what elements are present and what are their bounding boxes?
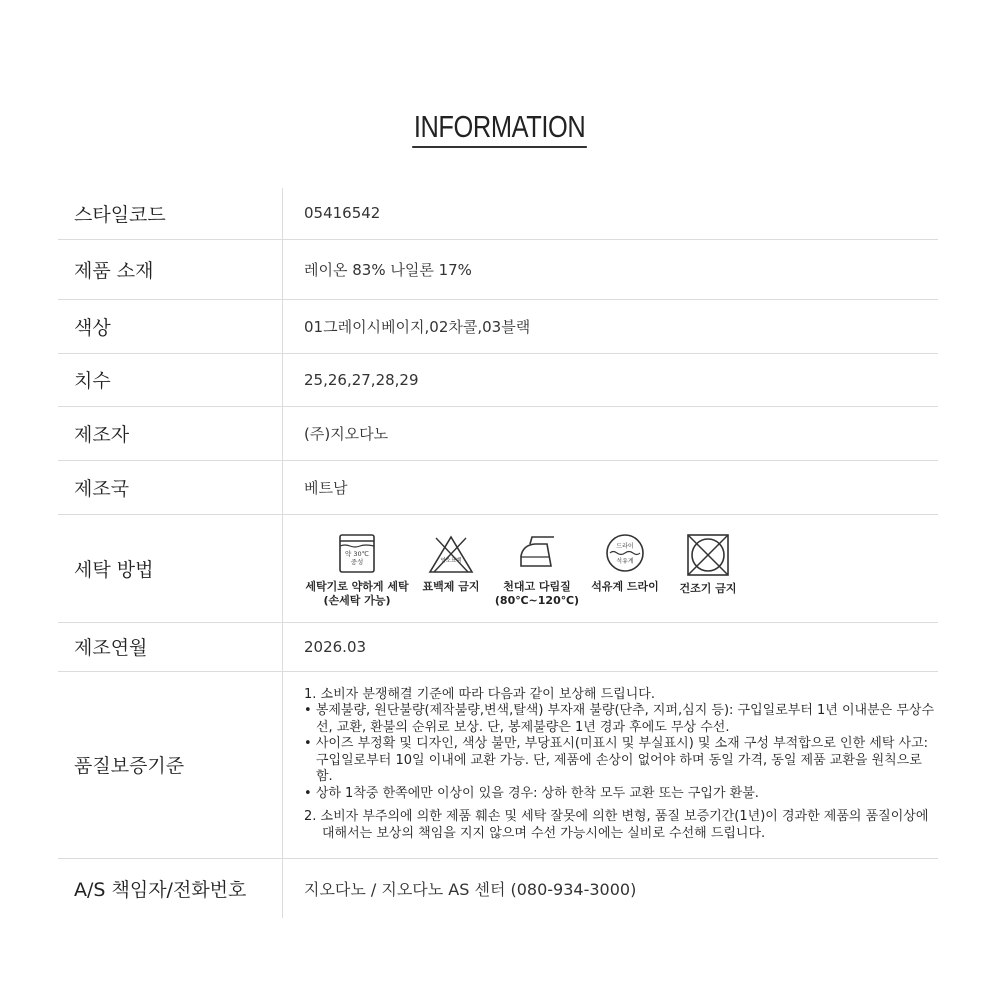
size-value: 25,26,27,28,29 xyxy=(283,353,939,406)
washing-label: 세탁 방법 xyxy=(58,514,283,622)
row-size xyxy=(58,353,938,406)
no-bleach-icon xyxy=(426,532,476,576)
dry-clean-icon xyxy=(602,532,648,576)
maker-value: (주)지오다노 xyxy=(283,406,939,460)
row-style-code xyxy=(58,188,938,239)
no-bleach-caption-line1: 표백제 금지 xyxy=(422,580,480,593)
hand-wash-temp-text: 약 30℃ xyxy=(345,550,369,558)
dry-clean-inner-bottom: 석유계 xyxy=(616,558,634,565)
care-item-hand-wash xyxy=(304,532,410,608)
quality-bullet-2: • 사이즈 부정확 및 디자인, 색상 불만, 부당표시(미표시 및 부실표시) 및 소재 구성 부적합으로 인한 세탁 사고: 구입일로부터 10일 이내에 교환 가능. 단, 제품에 손상이 없어야 하며 동일 가격, 동일 제품 교환을 원칙으로 함. xyxy=(304,736,929,785)
as-value: 지오다노 / 지오다노 AS 센터 (080-934-3000) xyxy=(283,858,939,918)
dry-clean-inner-top: 드라이 xyxy=(616,543,634,550)
care-item-dry-clean xyxy=(582,532,668,594)
row-color xyxy=(58,299,938,353)
iron-icon xyxy=(513,532,561,576)
row-country xyxy=(58,460,938,514)
no-tumble-dry-caption-line1: 건조기 금지 xyxy=(679,582,737,595)
row-maker xyxy=(58,406,938,460)
quality-item-2: 2. 소비자 부주의에 의한 제품 훼손 및 세탁 잘못에 의한 변형, 품질 보증기간(1년)이 경과한 제품의 품질이상에 대해서는 보상의 책임을 지지 않으며 수선 가능시에는 실비로 수선해 드립니다. xyxy=(304,809,929,841)
care-item-iron xyxy=(492,532,582,608)
iron-caption xyxy=(495,580,579,608)
hand-wash-icon xyxy=(335,532,379,576)
color-label: 색상 xyxy=(58,299,283,353)
iron-caption-line2: (80℃~120℃) xyxy=(494,594,580,607)
no-tumble-dry-icon xyxy=(685,532,731,578)
quality-bullet-3-text: 상하 1착중 한쪽에만 이상이 있을 경우: 상하 한착 모두 교환 또는 구입가 환불. xyxy=(315,785,759,801)
row-date xyxy=(58,622,938,671)
color-value: 01그레이시베이지,02차콜,03블랙 xyxy=(283,299,939,353)
row-quality xyxy=(58,671,938,858)
no-tumble-dry-caption xyxy=(680,582,737,596)
care-item-no-tumble-dry xyxy=(668,532,748,596)
quality-bullet-1: • 봉제불량, 원단불량(제작불량,변색,탈색) 부자재 불량(단추, 지퍼,심지 등): 구입일로부터 1년 이내분은 무상수선, 교환, 환불의 순위로 보상. 단, 봉제불량은 1년 경과 후에도 무상 수선. xyxy=(304,703,935,735)
material-label: 제품 소재 xyxy=(58,239,283,299)
maker-label: 제조자 xyxy=(58,406,283,460)
quality-label: 품질보증기준 xyxy=(58,671,283,858)
quality-text xyxy=(304,687,938,843)
row-as xyxy=(58,858,938,918)
date-value: 2026.03 xyxy=(283,622,939,671)
dry-clean-caption xyxy=(591,580,659,594)
material-value: 레이온 83% 나일론 17% xyxy=(283,239,939,299)
iron-caption-line1: 천대고 다림질 xyxy=(503,580,571,593)
country-value: 베트남 xyxy=(283,460,939,514)
style-code-label: 스타일코드 xyxy=(58,188,283,239)
info-table xyxy=(58,188,938,918)
date-label: 제조연월 xyxy=(58,622,283,671)
hand-wash-neutral-text: 중성 xyxy=(350,558,364,566)
size-label: 치수 xyxy=(58,353,283,406)
country-label: 제조국 xyxy=(58,460,283,514)
as-label: A/S 책임자/전화번호 xyxy=(74,878,247,901)
quality-bullet-2-text: 사이즈 부정확 및 디자인, 색상 불만, 부당표시(미표시 및 부실표시) 및 소재 구성 부적합으로 인한 세탁 사고: 구입일로부터 10일 이내에 교환 가능. 단, 제품에 손상이 없어야 하며 동일 가격, 동일 제품 교환을 원칙으로 함. xyxy=(315,736,929,785)
quality-value xyxy=(283,671,939,858)
hand-wash-caption-line2: (손세탁 가능) xyxy=(323,594,391,607)
no-bleach-caption xyxy=(423,580,480,594)
care-icons xyxy=(304,528,938,608)
care-item-no-bleach xyxy=(410,532,492,594)
quality-item-1: 1. 소비자 분쟁해결 기준에 따라 다음과 같이 보상해 드립니다. xyxy=(304,686,655,702)
page-title-wrap xyxy=(0,108,1000,148)
row-washing xyxy=(58,514,938,622)
page-title: INFORMATION xyxy=(413,108,588,148)
style-code-value: 05416542 xyxy=(283,188,939,239)
quality-bullet-1-text: 봉제불량, 원단불량(제작불량,변색,탈색) 부자재 불량(단추, 지퍼,심지 등): 구입일로부터 1년 이내분은 무상수선, 교환, 환불의 순위로 보상. 단, 봉제불량은 1년 경과 후에도 무상 수선. xyxy=(315,703,935,735)
no-bleach-inner-text: 염소표백 xyxy=(440,558,462,564)
washing-value xyxy=(283,514,939,622)
hand-wash-caption-line1: 세탁기로 약하게 세탁 xyxy=(305,580,409,593)
row-material xyxy=(58,239,938,299)
dry-clean-caption-line1: 석유계 드라이 xyxy=(591,580,659,593)
hand-wash-caption xyxy=(305,580,408,608)
quality-bullet-3: • 상하 1착중 한쪽에만 이상이 있을 경우: 상하 한착 모두 교환 또는 구입가 환불. xyxy=(304,785,759,801)
